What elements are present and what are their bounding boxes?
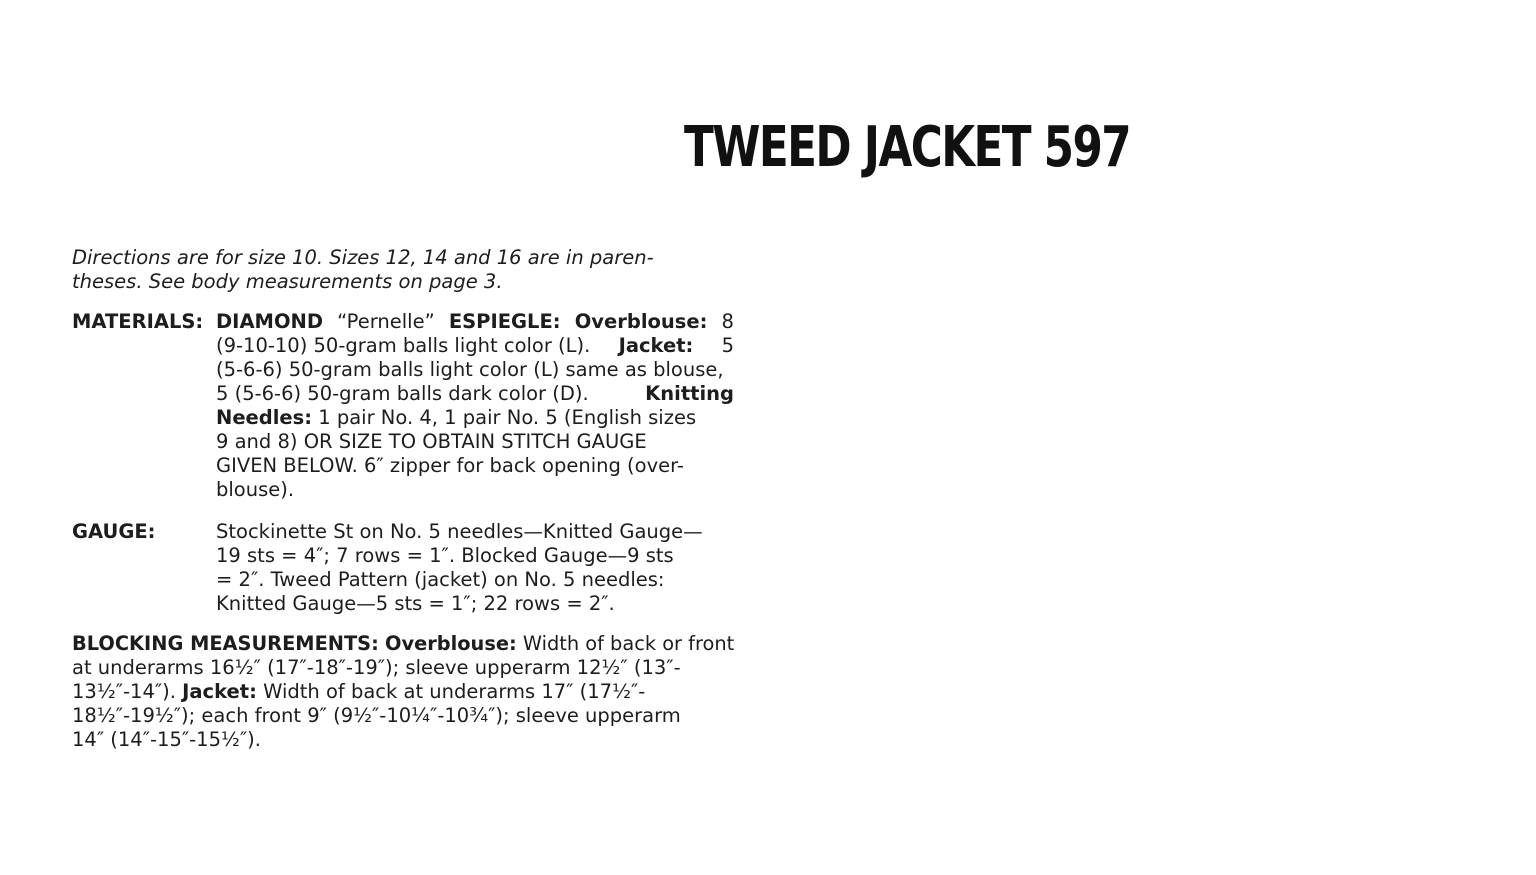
gauge-text: [216, 520, 734, 616]
materials-line: [216, 406, 734, 430]
intro-paragraph: [72, 246, 734, 294]
gauge-line: Stockinette St on No. 5 needles—Knitted Gauge—: [216, 520, 703, 543]
materials-line: 9 and 8) OR SIZE TO OBTAIN STITCH GAUGE: [216, 430, 647, 453]
gauge-line: 19 sts = 4″; 7 rows = 1″. Blocked Gauge—9 sts: [216, 544, 674, 567]
page-title: TWEED JACKET 597: [684, 115, 1131, 180]
materials-line: blouse).: [216, 478, 295, 501]
knitting-label: Knitting: [645, 382, 734, 405]
needles-label: Needles:: [216, 406, 313, 429]
gauge-label: GAUGE:: [72, 520, 156, 543]
intro-line: Directions are for size 10. Sizes 12, 14 and 16 are in paren-: [72, 246, 654, 269]
brand-name: DIAMOND: [216, 310, 324, 333]
blocking-text-run: Width of back at underarms 17″ (17½″-: [256, 680, 646, 703]
intro-line: theses. See body measurements on page 3.: [72, 270, 503, 293]
gauge-line: = 2″. Tweed Pattern (jacket) on No. 5 needles:: [216, 568, 665, 591]
ball-count: 8: [721, 310, 734, 333]
blocking-text: [72, 632, 734, 752]
overblouse-label: Overblouse:: [574, 310, 708, 333]
materials-line: [216, 334, 734, 358]
jacket-label: Jacket:: [618, 334, 694, 357]
blocking-label: BLOCKING MEASUREMENTS:: [72, 632, 379, 655]
blocking-text-run: 13½″-14″).: [72, 680, 183, 703]
materials-line: [216, 310, 734, 334]
ball-count: 5: [721, 334, 734, 357]
blocking-line: [72, 680, 734, 704]
materials-line: (5-6-6) 50-gram balls light color (L) same as blouse,: [216, 358, 724, 381]
jacket-label: Jacket:: [182, 680, 257, 703]
gauge-section: [72, 520, 734, 616]
overblouse-label: Overblouse:: [385, 632, 517, 655]
materials-section: [72, 310, 734, 502]
blocking-text-run: Width of back or front: [516, 632, 735, 655]
blocking-section: [72, 632, 734, 752]
yarn-line: ESPIEGLE:: [448, 310, 561, 333]
materials-text: [216, 310, 734, 502]
materials-label: MATERIALS:: [72, 310, 204, 333]
blocking-line: [72, 632, 735, 656]
blocking-line: 18½″-19½″); each front 9″ (9½″-10¼″-10¾″); sleeve upperarm: [72, 704, 681, 727]
materials-text-run: (9-10-10) 50-gram balls light color (L).: [216, 334, 591, 357]
gauge-line: Knitted Gauge—5 sts = 1″; 22 rows = 2″.: [216, 592, 615, 615]
blocking-line: at underarms 16½″ (17″-18″-19″); sleeve upperarm 12½″ (13″-: [72, 656, 681, 679]
materials-line: GIVEN BELOW. 6″ zipper for back opening (over-: [216, 454, 684, 477]
materials-text-run: 5 (5-6-6) 50-gram balls dark color (D).: [216, 382, 589, 405]
materials-line: [216, 382, 734, 406]
blocking-line: 14″ (14″-15″-15½″).: [72, 728, 261, 751]
materials-text-run: 1 pair No. 4, 1 pair No. 5 (English sizes: [312, 406, 697, 429]
yarn-name: “Pernelle”: [337, 310, 435, 333]
